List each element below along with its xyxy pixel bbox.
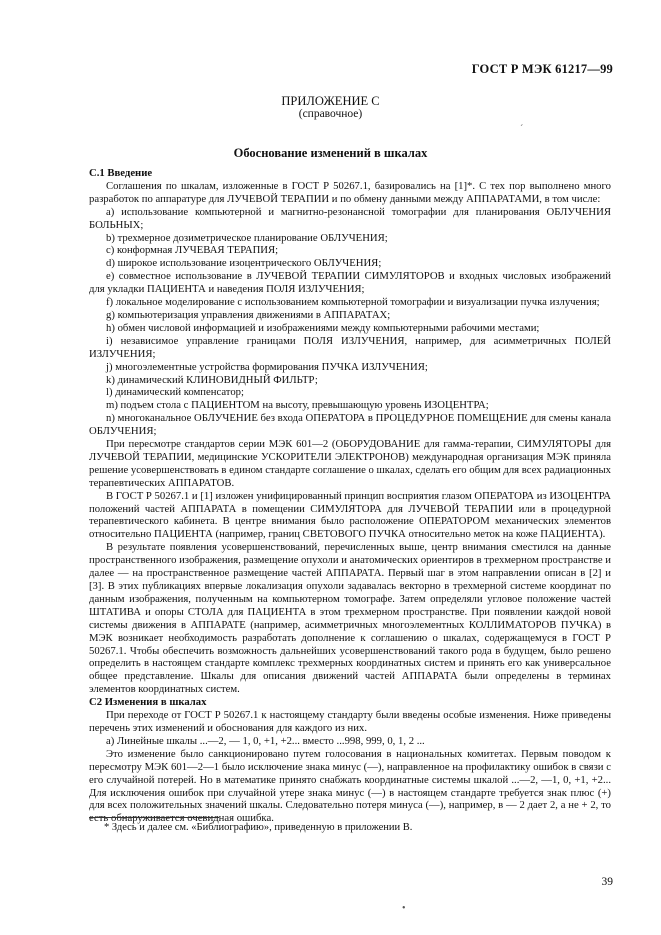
paragraph: d) широкое использование изоцентрического ОБЛУЧЕНИЯ; xyxy=(106,257,382,270)
footnote-divider xyxy=(89,817,219,818)
paragraph: В результате появления усовершенствований, перечисленных выше, центр внимания сместился на данные пространственного изображения, размещение опухоли и анатомических ориентиров в трехмерном пространстве и далее — на пространственное размещение частей АППАРАТА. Первый шаг в этом направлении описан в [2] и [3]. В этих публикациях впервые локализация опухоли задавалась векторно в трехмерной системе координат по данным изображения, полученным на компьютерном томографе. Затем определяли угловое положение частей ШТАТИВА и опоры СТОЛА для ПАЦИЕНТА в этом трехмерном пространстве. При появлении каждой новой системы движения в АППАРАТЕ (например, асимметричных многоэлементных КОЛЛИМАТОРОВ ПУЧКА) в МЭК возникает необходимость разработать дополнение к соглашению о шкалах, содержащемуся в ГОСТ Р 50267.1. Чтобы обеспечить возможность дальнейших усовершенствований такого рода в будущем, было решено определить в настоящем стандарте комплекс трехмерных координатных систем и принять его как универсальное общее представление. Шкалы для описания движений частей АППАРАТА были определены в терминах элементов координатных систем. xyxy=(89,541,611,696)
paragraph: f) локальное моделирование с использованием компьютерной томографии и визуализации пучка излучения; xyxy=(106,296,600,309)
paragraph: g) компьютеризация управления движениями в АППАРАТАХ; xyxy=(106,308,391,321)
paragraph: В ГОСТ Р 50267.1 и [1] изложен унифицированный принцип восприятия глазом ОПЕРАТОРА из ИЗОЦЕНТРА положений частей АППАРАТА в помещении СИМУЛЯТОРА для ЛУЧЕВОЙ ТЕРАПИИ или в процедурной терапевтического кабинета. В центре внимания было расположение ОПЕРАТОРОМ механических элементов относительно ПАЦИЕНТА (например, границ СВЕТОВОГО ПУЧКА относительно меток на коже ПАЦИЕНТА). xyxy=(89,489,611,541)
paragraph: е) совместное использование в ЛУЧЕВОЙ ТЕРАПИИ СИМУЛЯТОРОВ и входных числовых изображений для укладки ПАЦИЕНТА и наведения ПОЛЯ ИЗЛУЧЕНИЯ; xyxy=(89,270,611,296)
paragraph: b) трехмерное дозиметрическое планирование ОБЛУЧЕНИЯ; xyxy=(106,231,388,244)
paragraph: l) динамический компенсатор; xyxy=(106,386,244,399)
paragraph: j) многоэлементные устройства формирования ПУЧКА ИЗЛУЧЕНИЯ; xyxy=(106,360,428,373)
standard-code-header: ГОСТ Р МЭК 61217—99 xyxy=(471,62,613,76)
paragraph: Это изменение было санкционировано путем голосования в национальных комитетах. Первым поводом к пересмотру МЭК 601—2—1 было исключение знака минус (—), направленное на профилактику ошибок в связи с его случайной потерей. Но в математике принято снабжать координатные системы шкалой ...—2, —1, 0, +1, +2... Для исключения ошибок при случайной утере знака минус (—) в настоящем стандарте требуется знак плюс (+) для всех положительных значений шкалы. Следовательно потеря минуса (—), например, в — 2 дает 2, а не + 2, то есть обнаруживается очевидная ошибка. xyxy=(89,747,611,825)
paragraph: n) многоканальное ОБЛУЧЕНИЕ без входа ОПЕРАТОРА в ПРОЦЕДУРНОЕ ПОМЕЩЕНИЕ для смены канала ОБЛУЧЕНИЯ; xyxy=(89,412,611,438)
paragraph: i) независимое управление границами ПОЛЯ ИЗЛУЧЕНИЯ, например, для асимметричных ПОЛЕЙ ИЗЛУЧЕНИЯ; xyxy=(89,334,611,360)
paragraph: m) подъем стола с ПАЦИЕНТОМ на высоту, превышающую уровень ИЗОЦЕНТРА; xyxy=(106,399,489,412)
appendix-subtitle: (справочное) xyxy=(298,108,363,120)
document-title: Обоснование изменений в шкалах xyxy=(233,146,428,160)
section-heading: С2 Изменения в шкалах xyxy=(89,696,207,709)
scan-mark: ˊ xyxy=(520,124,524,135)
paragraph: а) Линейные шкалы ...—2, — 1, 0, +1, +2... вместо ...998, 999, 0, 1, 2 ... xyxy=(106,734,425,747)
paragraph: k) динамический КЛИНОВИДНЫЙ ФИЛЬТР; xyxy=(106,373,318,386)
paragraph: Соглашения по шкалам, изложенные в ГОСТ Р 50267.1, базировались на [1]*. С тех пор выполнено много разработок по аппаратуре для ЛУЧЕВОЙ ТЕРАПИИ и по обмену данными между АППАРАТАМИ, в том числе: xyxy=(89,179,611,205)
paragraph: а) использование компьютерной и магнитно-резонансной томографии для планирования ОБЛУЧЕНИЯ БОЛЬНЫХ; xyxy=(89,205,611,231)
footnote: * Здесь и далее см. «Библиографию», приведенную в приложении В. xyxy=(104,822,413,833)
section-heading: С.1 Введение xyxy=(89,167,153,179)
paragraph: При переходе от ГОСТ Р 50267.1 к настоящему стандарту были введены особые изменения. Ниже приведены перечень этих изменений и обоснования для каждого из них. xyxy=(89,709,611,734)
appendix-title: ПРИЛОЖЕНИЕ С xyxy=(281,94,380,108)
paragraph: При пересмотре стандартов серии МЭК 601—2 (ОБОРУДОВАНИЕ для гамма-терапии, СИМУЛЯТОРЫ для ЛУЧЕВОЙ ТЕРАПИИ, медицинские УСКОРИТЕЛИ ЭЛЕКТРОНОВ) международная организация МЭК приняла решение усовершенствовать в едином стандарте соглашение о шкалах, сделать его общим для всех радиационных терапевтических АППАРАТОВ. xyxy=(89,438,611,489)
paragraph: h) обмен числовой информацией и изображениями между компьютерными рабочими местами; xyxy=(106,321,540,334)
scan-dot: • xyxy=(402,903,406,914)
page-number: 39 xyxy=(601,876,613,888)
body-text xyxy=(89,167,611,825)
paragraph: с) конформная ЛУЧЕВАЯ ТЕРАПИЯ; xyxy=(106,244,279,257)
